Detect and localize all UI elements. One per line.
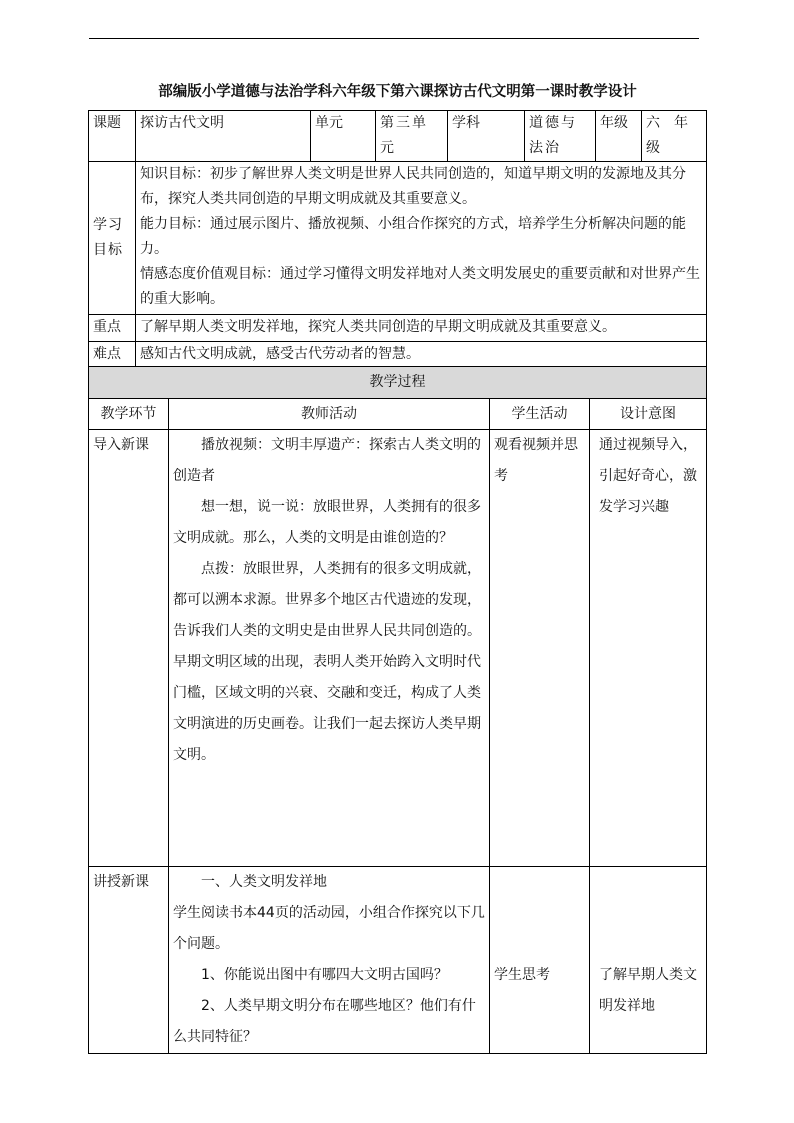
grade-label: 年级 [596,111,642,162]
process-title: 教学过程 [89,367,707,399]
teacher-paragraph: 想一想，说一说：放眼世界，人类拥有的很多文明成就。那么，人类的文明是由谁创造的？ [173,499,481,546]
teacher-paragraph: 播放视频：文明丰厚遗产：探索古人类文明的创造者 [173,437,481,484]
table-row [89,430,707,867]
unit-value: 第三单元 [376,111,448,162]
teacher-section-heading: 一、人类文明发祥地 [201,874,327,890]
topic-label: 课题 [89,111,136,162]
teaching-process-table [88,366,707,1054]
objectives-cell [136,162,707,315]
student-activity-intro: 观看视频并思考 [490,430,590,867]
step-intro: 导入新课 [89,430,169,867]
key-value: 了解早期人类文明发祥地，探究人类共同创造的早期文明成就及其重要意义。 [136,315,707,342]
grade-value: 六年级 [642,111,707,162]
col-teacher-header: 教师活动 [169,399,490,430]
lesson-info-table [88,110,707,369]
objective-attitude: 情感态度价值观目标：通过学习懂得文明发祥地对人类文明发展史的重要贡献和对世界产生的重大影响。 [140,266,700,307]
step-new-lesson: 讲授新课 [89,867,169,1054]
difficult-label: 难点 [89,342,136,369]
key-label: 重点 [89,315,136,342]
objective-knowledge: 知识目标：初步了解世界人类文明是世界人民共同创造的，知道早期文明的发源地及其分布，探究人类共同创造的早期文明成就及其重要意义。 [140,166,686,207]
col-intent-header: 设计意图 [590,399,707,430]
table-row [89,867,707,1054]
teacher-activity-intro [169,430,490,867]
objectives-label: 学习目标 [89,162,136,315]
subject-label: 学科 [448,111,525,162]
teacher-paragraph: 点拨：放眼世界，人类拥有的很多文明成就，都可以溯本求源。世界多个地区古代遗迹的发现，告诉我们人类的文明史是由世界人民共同创造的。早期文明区域的出现，表明人类开始跨入文明时代门槛，区域文明的兴衰、交融和变迁，构成了人类文明演进的历史画卷。让我们一起去探访人类早期文明。 [173,561,481,763]
topic-value: 探访古代文明 [136,111,311,162]
unit-label: 单元 [311,111,376,162]
teacher-paragraph: 学生阅读书本44页的活动园，小组合作探究以下几个问题。 [173,905,485,952]
difficult-value: 感知古代文明成就，感受古代劳动者的智慧。 [136,342,707,369]
objective-ability: 能力目标：通过展示图片、播放视频、小组合作探究的方式，培养学生分析解决问题的能力。 [140,216,686,257]
subject-value: 道德与法治 [525,111,596,162]
teacher-question: 1、你能说出图中有哪四大文明古国吗？ [201,967,448,983]
design-intent-intro: 通过视频导入，引起好奇心，激发学习兴趣 [590,430,707,867]
col-step-header: 教学环节 [89,399,169,430]
teacher-activity-new-lesson [169,867,490,1054]
student-activity-new-lesson: 学生思考 [490,867,590,1054]
document-title: 部编版小学道德与法治学科六年级下第六课探访古代文明第一课时教学设计 [158,84,637,100]
col-student-header: 学生活动 [490,399,590,430]
design-intent-new-lesson: 了解早期人类文明发祥地 [590,867,707,1054]
header-rule [89,38,699,39]
teacher-question: 2、人类早期文明分布在哪些地区？他们有什么共同特征？ [173,998,476,1045]
